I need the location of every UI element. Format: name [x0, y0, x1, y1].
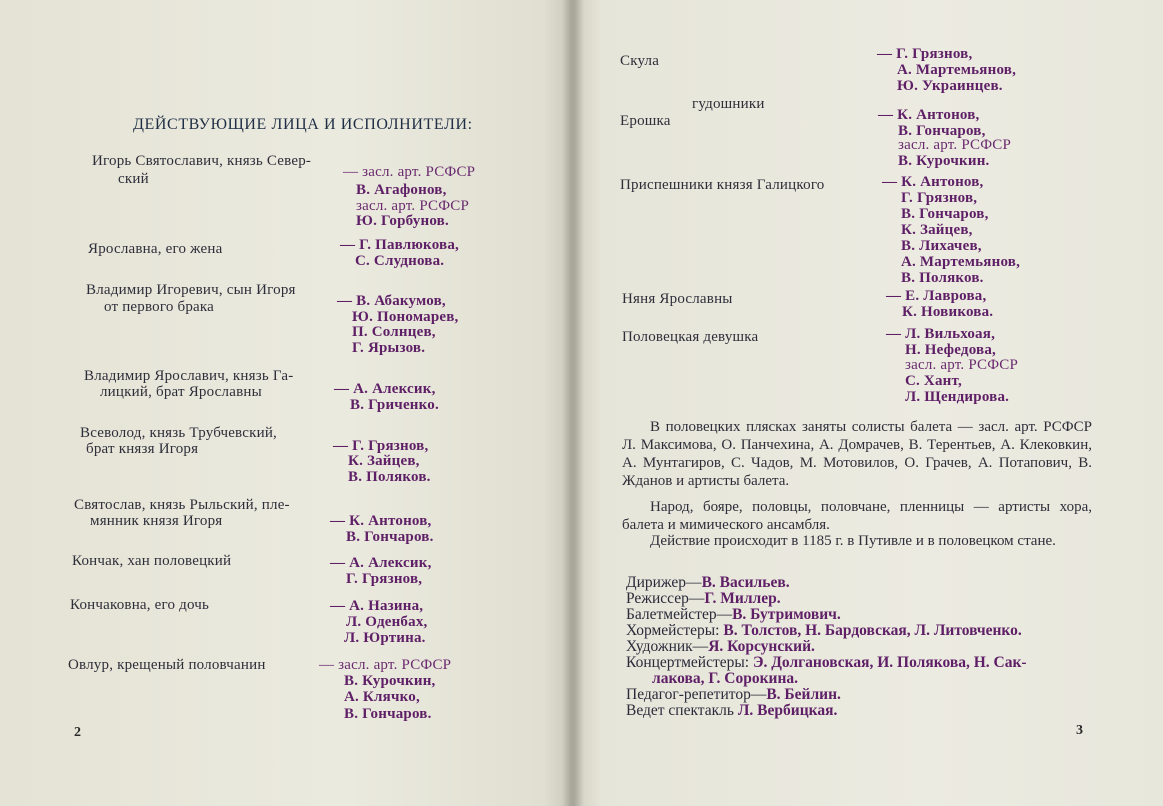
cast-line: — А. Алексик,: [330, 555, 432, 571]
cast-line: Г. Грязнов,: [346, 571, 423, 587]
cast-line: К. Зайцев,: [901, 222, 973, 238]
role-name: мянник князя Игоря: [90, 513, 223, 529]
cast-line: Н. Нефедова,: [905, 342, 996, 358]
role-name: Владимир Игоревич, сын Игоря: [86, 282, 296, 298]
crew-line: Ведет спектакль Л. Вербицкая.: [626, 702, 838, 719]
cast-line: — К. Антонов,: [882, 174, 984, 190]
role-name: Святослав, князь Рыльский, пле-: [74, 497, 290, 513]
page-number: 3: [1076, 723, 1083, 738]
role-name: Няня Ярославны: [622, 291, 733, 307]
crew-line: лакова, Г. Сорокина.: [652, 670, 799, 687]
cast-line: В. Гончаров,: [901, 206, 989, 222]
cast-line: — Г. Павлюкова,: [340, 237, 459, 253]
book-gutter: [562, 0, 584, 806]
cast-line: Ю. Пономарев,: [352, 309, 459, 325]
page-number: 2: [74, 725, 81, 740]
role-name: лицкий, брат Ярославны: [100, 384, 262, 400]
cast-line: Г. Грязнов,: [901, 190, 978, 206]
cast-line: — Л. Вильхоая,: [886, 326, 996, 342]
cast-line: Л. Юртина.: [344, 630, 426, 646]
role-name: Ерошка: [620, 113, 671, 129]
role-name: Всеволод, князь Трубчевский,: [80, 425, 278, 441]
role-name: Овлур, крещеный половчанин: [68, 657, 266, 673]
cast-line: засл. арт. РСФСР: [898, 137, 1012, 153]
role-name: гудошники: [692, 96, 765, 112]
cast-line: В. Поляков.: [348, 469, 431, 485]
people-paragraph: Народ, бояре, половцы, половчане, пленницы — артисты хора, балета и мимического ансамбля.: [622, 499, 1092, 533]
role-name: ский: [118, 171, 149, 187]
cast-line: — К. Антонов,: [878, 107, 980, 123]
cast-line: К. Зайцев,: [348, 453, 420, 469]
cast-line: засл. арт. РСФСР: [905, 357, 1019, 373]
cast-line: Л. Щендирова.: [905, 389, 1010, 405]
role-name: Владимир Ярославич, князь Га-: [84, 368, 294, 384]
role-name: брат князя Игоря: [86, 441, 199, 457]
cast-line: — К. Антонов,: [330, 513, 432, 529]
cast-line: — В. Абакумов,: [337, 293, 446, 309]
role-name: Кончак, хан половецкий: [72, 553, 232, 569]
left-page: [0, 0, 572, 806]
cast-line: В. Поляков.: [901, 270, 984, 286]
cast-line: В. Лихачев,: [901, 238, 982, 254]
setting-paragraph: Действие происходит в 1185 г. в Путивле и в половецком стане.: [650, 533, 1056, 549]
ballet-paragraph: В половецких плясках заняты солисты балета — засл. арт. РСФСР Л. Максимова, О. Панчехина, А. Домрачев, В. Терентьев, А. Клековкин, А. Мунтагиров, С. Чадов, М. Мотовилов, О. Грачев, А. Потапович, В. Жданов и артисты балета.: [622, 419, 1092, 489]
role-name: Половецкая девушка: [622, 329, 759, 345]
cast-line: К. Новикова.: [902, 304, 994, 320]
cast-line: В. Курочкин,: [344, 673, 436, 689]
cast-line: — Г. Грязнов,: [333, 438, 429, 454]
role-name: Приспешники князя Галицкого: [620, 177, 825, 193]
crew-line: Дирижер—В. Васильев.: [626, 574, 790, 591]
crew-line: Балетмейстер—В. Бутримович.: [626, 606, 841, 623]
cast-line: — засл. арт. РСФСР: [343, 164, 476, 180]
cast-line: Г. Ярызов.: [352, 340, 426, 356]
role-name: Скула: [620, 53, 660, 69]
cast-line: В. Гончаров.: [346, 529, 434, 545]
crew-line: Режиссер—Г. Миллер.: [626, 590, 781, 607]
crew-line: Художник—Я. Корсунский.: [626, 638, 815, 655]
cast-line: В. Гончаров.: [344, 706, 432, 722]
crew-line: Хормейстеры: В. Толстов, Н. Бардовская, Л. Литовченко.: [626, 622, 1022, 639]
cast-line: А. Мартемьянов,: [901, 254, 1021, 270]
cast-line: Л. Оденбах,: [346, 614, 428, 630]
cast-line: П. Солнцев,: [352, 324, 436, 340]
cast-line: А. Мартемьянов,: [897, 62, 1017, 78]
cast-line: В. Агафонов,: [356, 182, 447, 198]
cast-line: А. Клячко,: [344, 689, 420, 705]
crew-line: Концертмейстеры: Э. Долгановская, И. Полякова, Н. Сак-: [626, 654, 1027, 671]
cast-line: В. Гончаров,: [898, 123, 986, 139]
cast-line: С. Слуднова.: [355, 253, 445, 269]
cast-line: засл. арт. РСФСР: [356, 198, 470, 214]
cast-line: Ю. Украинцев.: [897, 78, 1003, 94]
cast-line: — засл. арт. РСФСР: [319, 657, 452, 673]
cast-line: В. Гриченко.: [350, 397, 439, 413]
role-name: Кончаковна, его дочь: [70, 597, 210, 613]
cast-line: — Е. Лаврова,: [886, 288, 987, 304]
cast-line: — А. Назина,: [330, 598, 424, 614]
cast-heading: ДЕЙСТВУЮЩИЕ ЛИЦА И ИСПОЛНИТЕЛИ:: [133, 116, 473, 133]
crew-line: Педагог-репетитор—В. Бейлин.: [626, 686, 841, 703]
cast-line: — Г. Грязнов,: [877, 46, 973, 62]
cast-line: В. Курочкин.: [898, 153, 990, 169]
role-name: от первого брака: [104, 299, 215, 315]
cast-line: Ю. Горбунов.: [356, 213, 449, 229]
cast-line: — А. Алексик,: [334, 381, 436, 397]
cast-line: С. Хант,: [905, 373, 962, 389]
role-name: Ярославна, его жена: [88, 241, 223, 257]
role-name: Игорь Святославич, князь Север-: [92, 153, 312, 169]
